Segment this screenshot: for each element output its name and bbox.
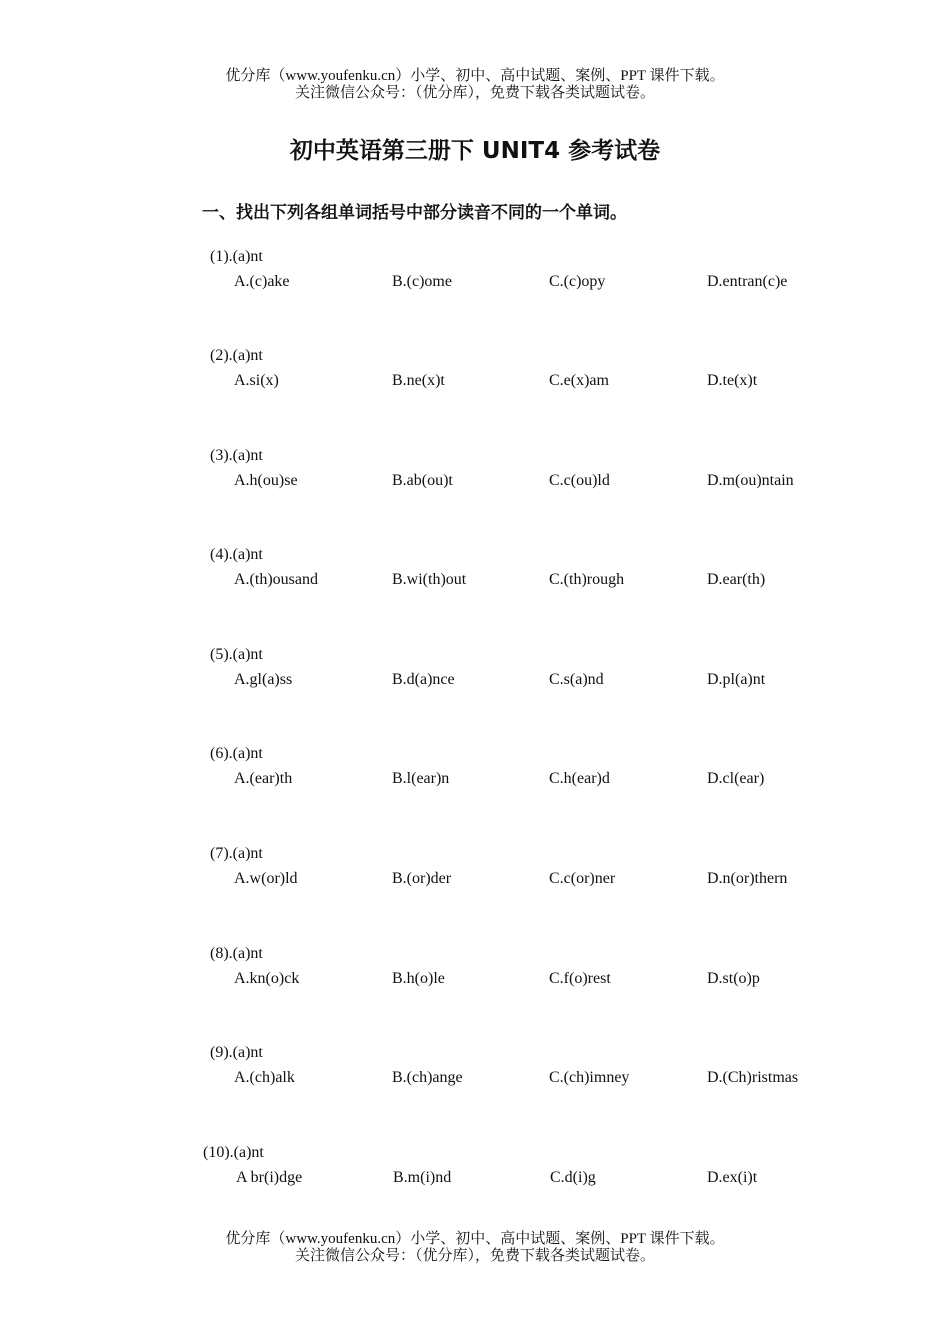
- option-d: D.pl(a)nt: [707, 671, 766, 688]
- question-stem: (1).(a)nt: [210, 248, 263, 265]
- question-stem: (7).(a)nt: [210, 845, 263, 862]
- option-c: C.f(o)rest: [549, 970, 611, 987]
- option-d: D.entran(c)e: [707, 273, 788, 290]
- option-d: D.cl(ear): [707, 770, 765, 787]
- question-10: [0, 1144, 950, 1204]
- option-a: A.w(or)ld: [234, 870, 298, 887]
- question-stem: (8).(a)nt: [210, 945, 263, 962]
- option-c: C.(ch)imney: [549, 1069, 630, 1086]
- header-line-1: 优分库（www.youfenku.cn）小学、初中、高中试题、案例、PPT 课件下载。: [225, 68, 725, 84]
- option-d: D.m(ou)ntain: [707, 472, 794, 489]
- option-a: A.kn(o)ck: [234, 970, 300, 987]
- option-a: A.si(x): [234, 372, 279, 389]
- question-stem: (6).(a)nt: [210, 745, 263, 762]
- option-d: D.n(or)thern: [707, 870, 788, 887]
- footer-line-1: 优分库（www.youfenku.cn）小学、初中、高中试题、案例、PPT 课件下载。: [225, 1231, 725, 1247]
- option-d: D.(Ch)ristmas: [707, 1069, 799, 1086]
- option-d: D.te(x)t: [707, 372, 758, 389]
- question-stem: (9).(a)nt: [210, 1044, 263, 1061]
- option-a: A.(c)ake: [234, 273, 290, 290]
- option-d: D.ear(th): [707, 571, 766, 588]
- header-line-2: 关注微信公众号：（优分库），免费下载各类试题试卷。: [294, 85, 655, 101]
- question-stem: (5).(a)nt: [210, 646, 263, 663]
- question-5: [0, 646, 950, 706]
- option-b: B.(or)der: [392, 870, 452, 887]
- option-b: B.(c)ome: [392, 273, 452, 290]
- option-d: D.ex(i)t: [707, 1169, 758, 1186]
- footer-line-2: 关注微信公众号：（优分库），免费下载各类试题试卷。: [294, 1248, 655, 1264]
- question-stem: (10).(a)nt: [203, 1144, 264, 1161]
- option-b: B.m(i)nd: [393, 1169, 452, 1186]
- option-c: C.d(i)g: [550, 1169, 596, 1186]
- option-c: C.h(ear)d: [549, 770, 610, 787]
- question-7: [0, 845, 950, 905]
- question-stem: (3).(a)nt: [210, 447, 263, 464]
- document-title: 初中英语第三册下 UNIT4 参考试卷: [289, 138, 661, 164]
- question-6: [0, 745, 950, 805]
- option-a: A.(ch)alk: [234, 1069, 295, 1086]
- option-c: C.s(a)nd: [549, 671, 604, 688]
- option-b: B.ab(ou)t: [392, 472, 453, 489]
- option-c: C.c(or)ner: [549, 870, 616, 887]
- question-8: [0, 945, 950, 1005]
- option-b: B.wi(th)out: [392, 571, 467, 588]
- option-a: A br(i)dge: [236, 1169, 303, 1186]
- option-d: D.st(o)p: [707, 970, 760, 987]
- section-heading: 一、找出下列各组单词括号中部分读音不同的一个单词。: [202, 203, 627, 223]
- option-b: B.h(o)le: [392, 970, 445, 987]
- question-1: [0, 248, 950, 308]
- question-4: [0, 546, 950, 606]
- option-b: B.l(ear)n: [392, 770, 450, 787]
- question-3: [0, 447, 950, 507]
- question-stem: (4).(a)nt: [210, 546, 263, 563]
- page-header: [0, 68, 950, 102]
- question-9: [0, 1044, 950, 1104]
- option-a: A.h(ou)se: [234, 472, 298, 489]
- page-footer: [0, 1231, 950, 1265]
- option-c: C.c(ou)ld: [549, 472, 610, 489]
- option-a: A.gl(a)ss: [234, 671, 293, 688]
- option-b: B.d(a)nce: [392, 671, 455, 688]
- option-a: A.(ear)th: [234, 770, 293, 787]
- question-stem: (2).(a)nt: [210, 347, 263, 364]
- option-c: C.(th)rough: [549, 571, 625, 588]
- option-c: C.(c)opy: [549, 273, 606, 290]
- question-2: [0, 347, 950, 407]
- option-a: A.(th)ousand: [234, 571, 318, 588]
- option-b: B.(ch)ange: [392, 1069, 463, 1086]
- option-c: C.e(x)am: [549, 372, 609, 389]
- option-b: B.ne(x)t: [392, 372, 445, 389]
